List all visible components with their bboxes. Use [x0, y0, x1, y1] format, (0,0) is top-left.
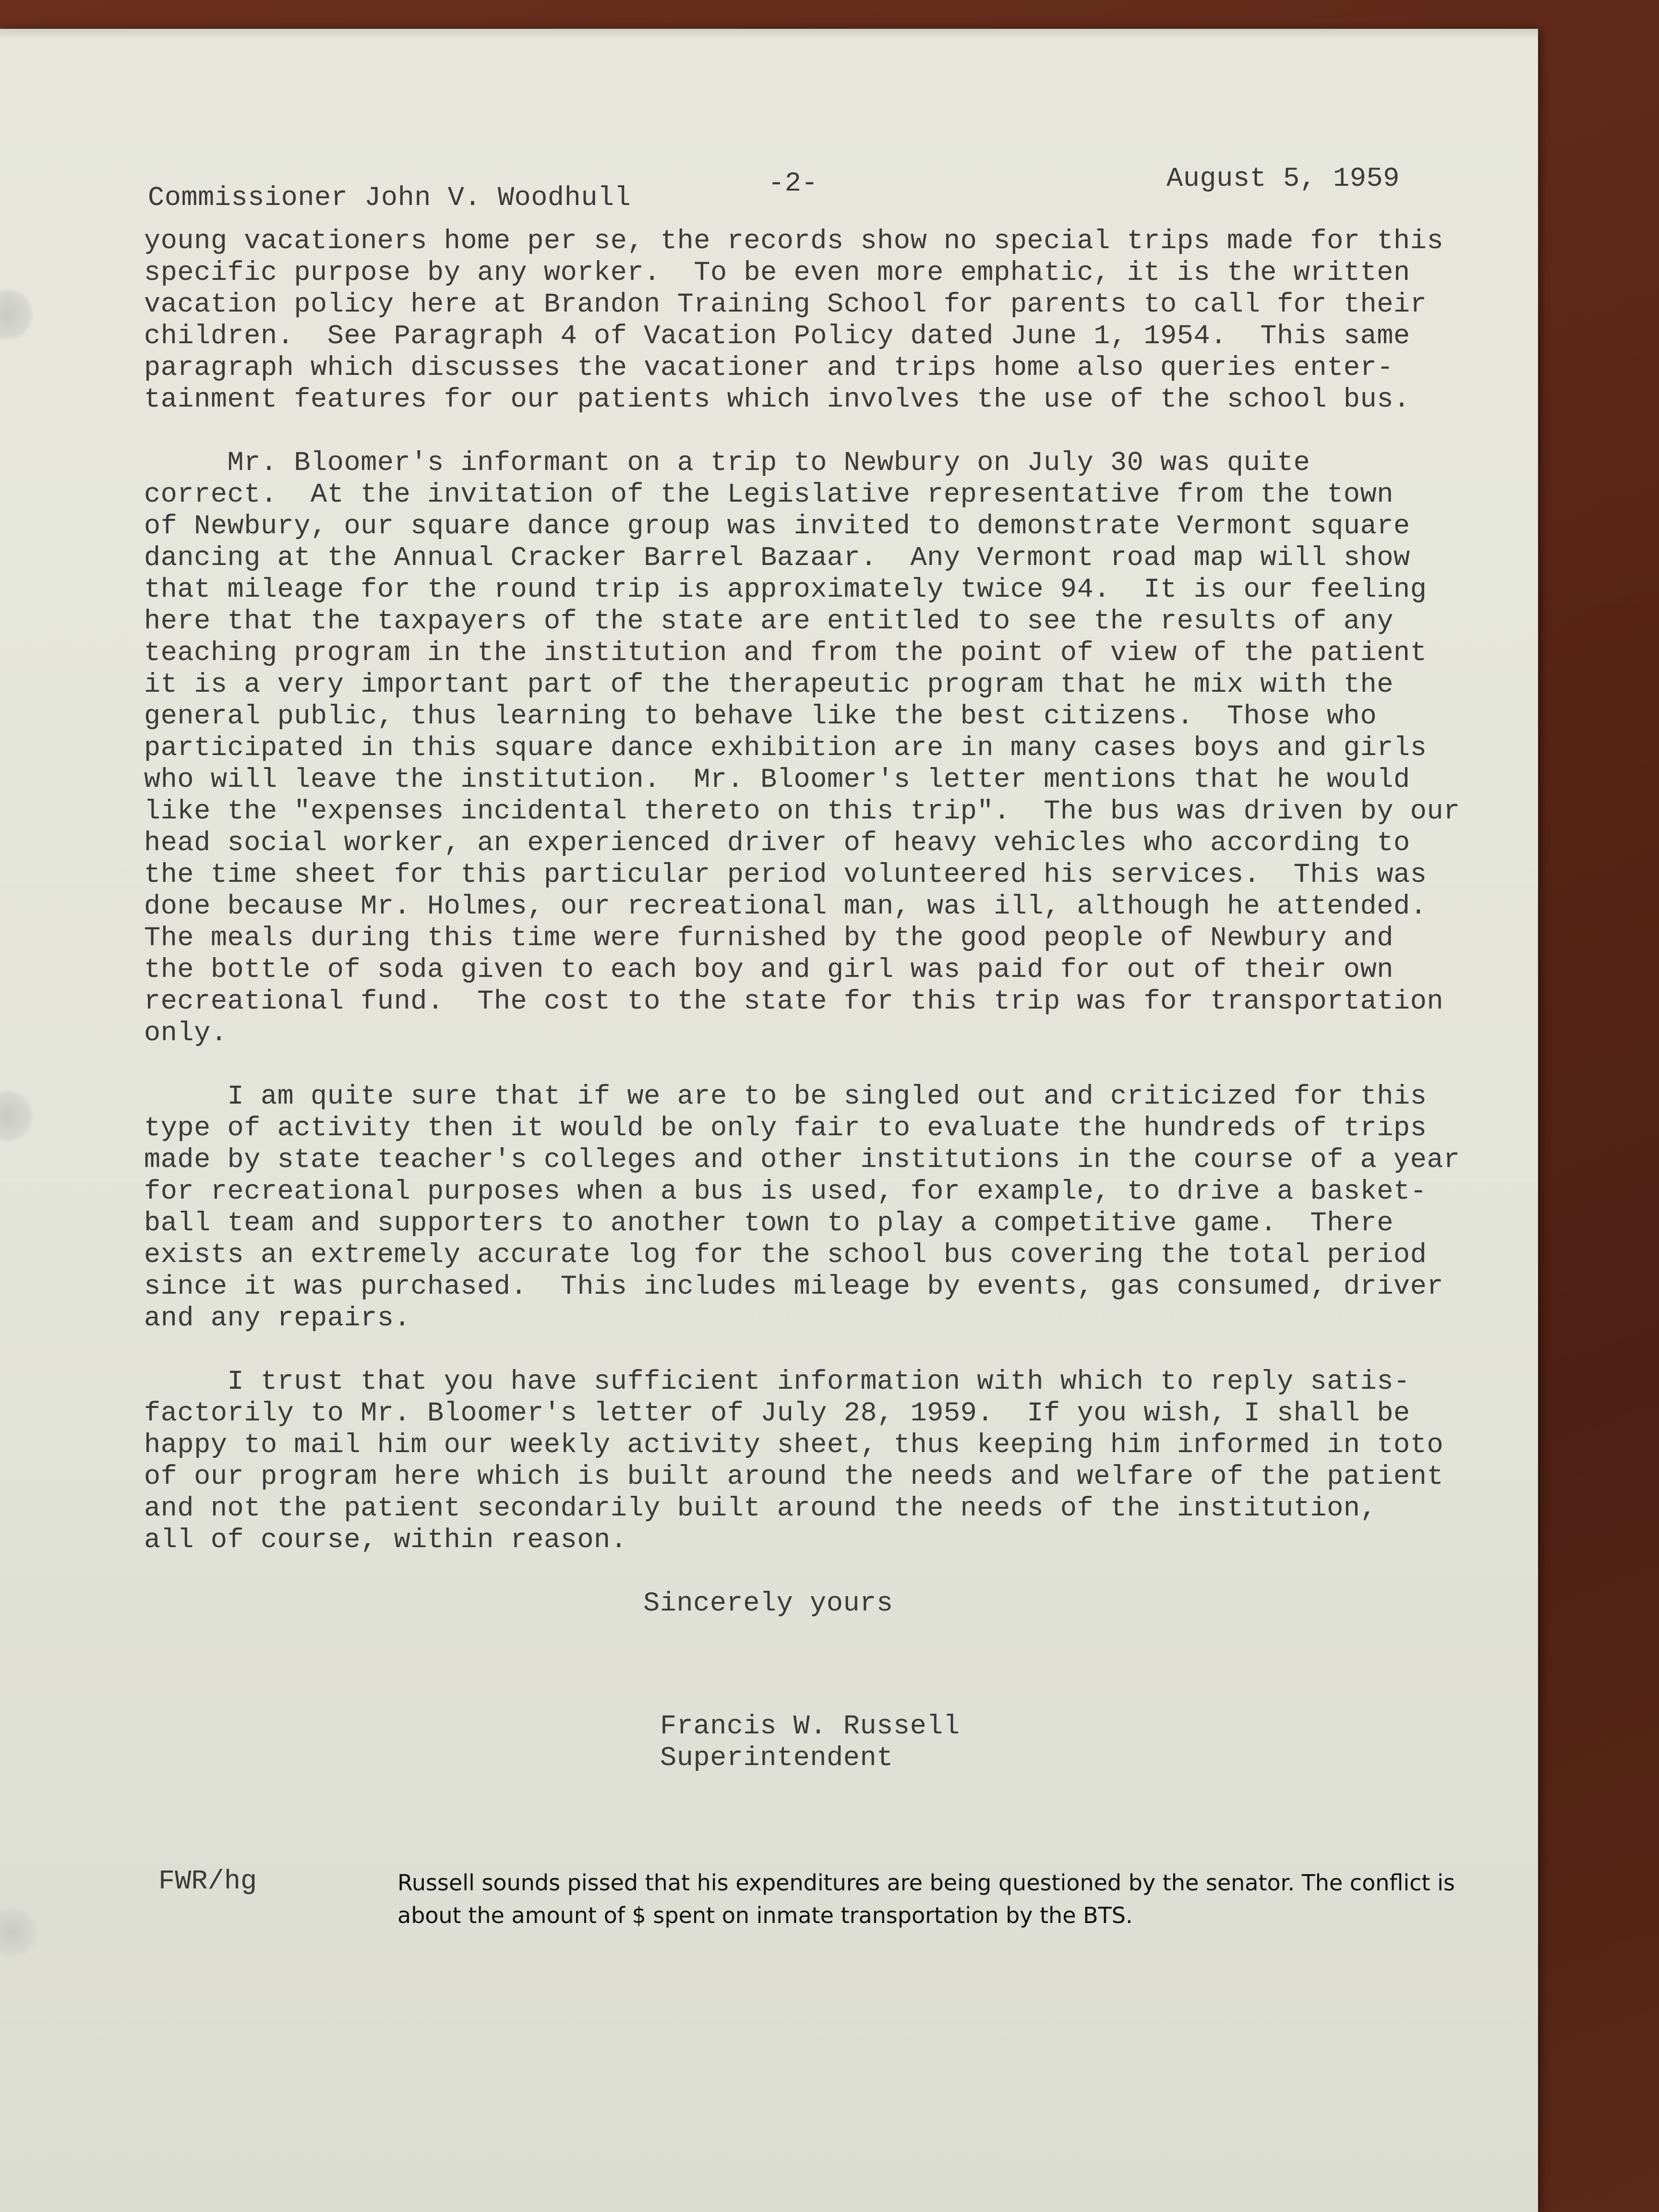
paper-top-edge — [0, 29, 1538, 40]
text-line: like the "expenses incidental thereto on this trip". The bus was driven by our — [144, 796, 1460, 827]
text-line: the time sheet for this particular period volunteered his services. This was — [144, 860, 1427, 890]
text-line: children. See Paragraph 4 of Vacation Policy dated June 1, 1954. This same — [144, 321, 1410, 352]
text-line: here that the taxpayers of the state are entitled to see the results of any — [144, 606, 1394, 637]
signer-name: Francis W. Russell — [660, 1711, 960, 1742]
text-line: young vacationers home per se, the records show no special trips made for this — [144, 226, 1444, 257]
text-line: it is a very important part of the therapeutic program that he mix with the — [144, 670, 1394, 700]
text-line: specific purpose by any worker. To be even more emphatic, it is the written — [144, 258, 1410, 289]
text-line: happy to mail him our weekly activity sheet, thus keeping him informed in toto — [144, 1430, 1444, 1461]
text-line: the bottle of soda given to each boy and girl was paid for out of their own — [144, 955, 1394, 986]
paragraph — [144, 1081, 1460, 1334]
text-line: I am quite sure that if we are to be singled out and criticized for this — [144, 1082, 1427, 1112]
signer-title: Superintendent — [660, 1743, 893, 1774]
text-line: exists an extremely accurate log for the school bus covering the total period — [144, 1240, 1427, 1271]
text-line: done because Mr. Holmes, our recreational man, was ill, although he attended. — [144, 891, 1427, 922]
text-line: ball team and supporters to another town to play a competitive game. There — [144, 1208, 1394, 1239]
paragraph — [144, 447, 1460, 1049]
text-line: who will leave the institution. Mr. Bloomer's letter mentions that he would — [144, 765, 1410, 795]
text-line: and not the patient secondarily built around the needs of the institution, — [144, 1493, 1377, 1524]
text-line: recreational fund. The cost to the state for this trip was for transportation — [144, 986, 1444, 1017]
handwritten-note-annotation: Russell sounds pissed that his expenditures are being questioned by the senator. The conflict is about the amount of $ spent on inmate transportation by the BTS. — [397, 1870, 1455, 1928]
text-line: for recreational purposes when a bus is used, for example, to drive a basket- — [144, 1177, 1427, 1207]
text-line: factorily to Mr. Bloomer's letter of July 28, 1959. If you wish, I shall be — [144, 1398, 1410, 1429]
letter-body — [144, 163, 1460, 1774]
typist-initials: FWR/hg — [158, 1866, 257, 1897]
text-line: paragraph which discusses the vacationer and trips home also queries enter- — [144, 353, 1394, 384]
paragraph — [144, 1366, 1444, 1556]
text-line: head social worker, an experienced driver of heavy vehicles who according to — [144, 828, 1410, 859]
text-line: The meals during this time were furnished by the good people of Newbury and — [144, 923, 1394, 954]
letter-header — [144, 163, 1411, 226]
text-line: teaching program in the institution and from the point of view of the patient — [144, 638, 1427, 669]
letter-date: August 5, 1959 — [1166, 164, 1400, 194]
closing-salutation: Sincerely yours — [643, 1588, 893, 1619]
text-line: tainment features for our patients which involves the use of the school bus. — [144, 385, 1410, 415]
text-line: type of activity then it would be only fair to evaluate the hundreds of trips — [144, 1113, 1427, 1144]
text-line: since it was purchased. This includes mileage by events, gas consumed, driver — [144, 1272, 1444, 1302]
text-line: and any repairs. — [144, 1303, 411, 1334]
text-line: correct. At the invitation of the Legislative representative from the town — [144, 480, 1394, 510]
text-line: I trust that you have sufficient information with which to reply satis- — [144, 1367, 1410, 1397]
paragraph — [144, 226, 1444, 416]
signature-block — [660, 1711, 1411, 1774]
text-line: of Newbury, our square dance group was invited to demonstrate Vermont square — [144, 511, 1410, 542]
text-line: of our program here which is built around the needs and welfare of the patient — [144, 1462, 1444, 1492]
text-line: only. — [144, 1018, 228, 1049]
text-line: that mileage for the round trip is approximately twice 94. It is our feeling — [144, 575, 1427, 605]
recipient-line: Commissioner John V. Woodhull — [148, 183, 631, 214]
page-number: -2- — [768, 168, 818, 199]
text-line: general public, thus learning to behave like the best citizens. Those who — [144, 701, 1377, 732]
text-line: dancing at the Annual Cracker Barrel Bazaar. Any Vermont road map will show — [144, 543, 1410, 574]
paragraphs — [144, 226, 1460, 1556]
text-line: vacation policy here at Brandon Training School for parents to call for their — [144, 289, 1427, 320]
text-line: made by state teacher's colleges and other institutions in the course of a year — [144, 1145, 1460, 1176]
text-line: Mr. Bloomer's informant on a trip to Newbury on July 30 was quite — [144, 448, 1310, 479]
text-line: participated in this square dance exhibition are in many cases boys and girls — [144, 733, 1427, 764]
text-line: all of course, within reason. — [144, 1525, 627, 1556]
